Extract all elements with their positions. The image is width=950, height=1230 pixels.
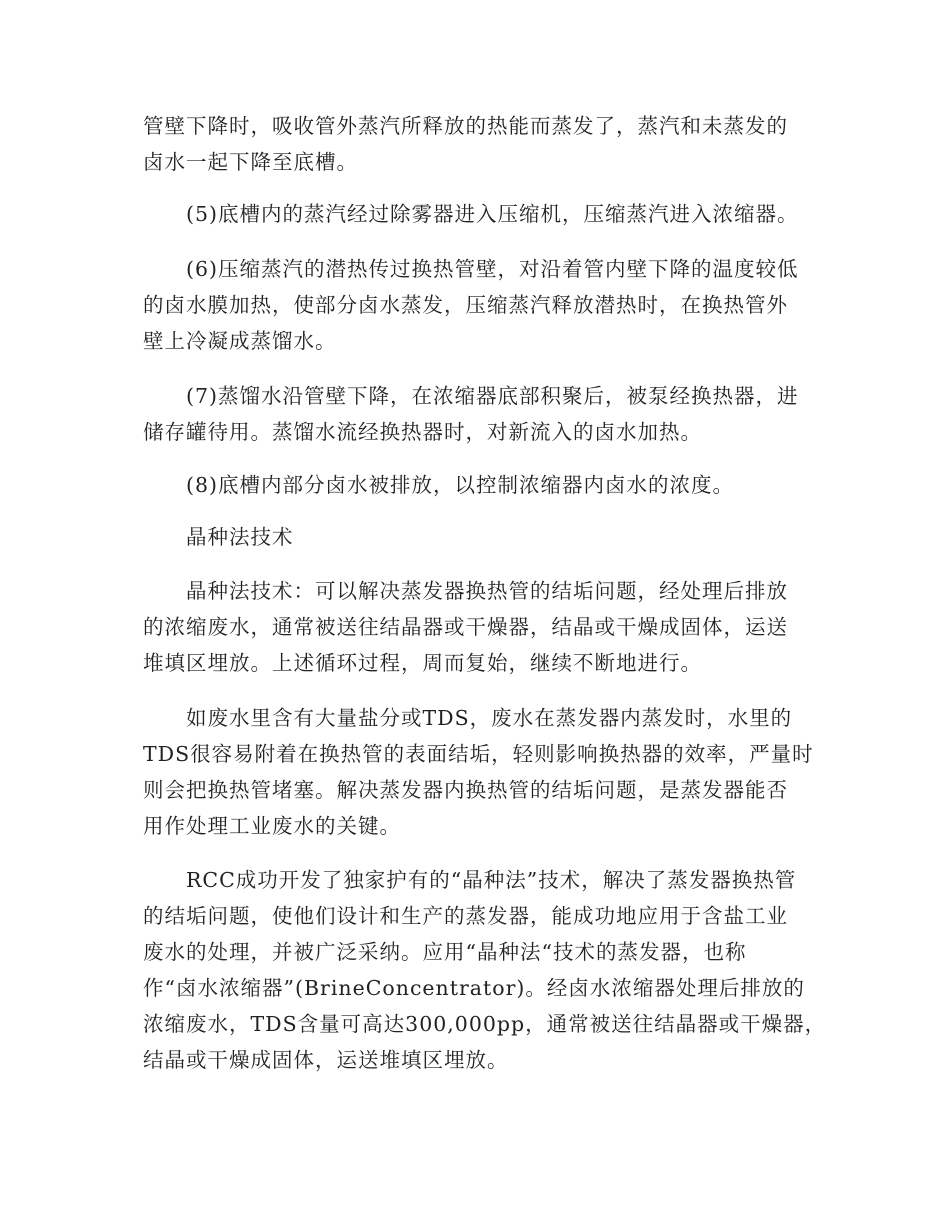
text-line: 的卤水膜加热，使部分卤水蒸发，压缩蒸汽释放潜热时，在换热管外 xyxy=(143,293,788,317)
paragraph-evaporation-continued xyxy=(143,108,809,180)
text-line: 堆填区埋放。上述循环过程，周而复始，继续不断地进行。 xyxy=(143,651,702,675)
text-line: 如废水里含有大量盐分或TDS，废水在蒸发器内蒸发时，水里的 xyxy=(143,706,793,730)
text-line: 管壁下降时，吸收管外蒸汽所释放的热能而蒸发了，蒸汽和未蒸发的 xyxy=(143,114,788,138)
text-line: (5)底槽内的蒸汽经过除雾器进入压缩机，压缩蒸汽进入浓缩器。 xyxy=(143,202,799,226)
paragraph-rcc-brine-concentrator xyxy=(143,862,827,1078)
text-line: 壁上冷凝成蒸馏水。 xyxy=(143,329,337,353)
text-line: 晶种法技术：可以解决蒸发器换热管的结垢问题，经处理后排放 xyxy=(143,579,788,603)
text-line: 废水的处理，并被广泛采纳。应用“晶种法“技术的蒸发器，也称 xyxy=(143,940,747,964)
paragraph-seeding-technique xyxy=(143,573,809,681)
text-line: 用作处理工业废水的关键。 xyxy=(143,814,401,838)
paragraph-step-7 xyxy=(143,378,809,450)
paragraph-step-6 xyxy=(143,251,809,359)
text-line: 的结垢问题，使他们设计和生产的蒸发器，能成功地应用于含盐工业 xyxy=(143,904,788,928)
heading-text: 晶种法技术 xyxy=(143,525,294,549)
text-line: 的浓缩废水，通常被送往结晶器或干燥器，结晶或干燥成固体，运送 xyxy=(143,615,788,639)
text-line: RCC成功开发了独家护有的“晶种法”技术，解决了蒸发器换热管 xyxy=(143,868,797,892)
text-line: 结晶或干燥成固体，运送堆填区埋放。 xyxy=(143,1048,509,1072)
text-line: 作“卤水浓缩器”(BrineConcentrator)。经卤水浓缩器处理后排放的 xyxy=(143,976,805,1000)
text-line: 则会把换热管堵塞。解决蒸发器内换热管的结垢问题，是蒸发器能否 xyxy=(143,778,788,802)
text-line: (7)蒸馏水沿管壁下降，在浓缩器底部积聚后，被泵经换热器，进 xyxy=(143,384,799,408)
text-line: 卤水一起下降至底槽。 xyxy=(143,150,358,174)
text-line: 浓缩废水，TDS含量可高达300,000pp，通常被送往结晶器或干燥器， xyxy=(143,1012,827,1036)
text-line: (8)底槽内部分卤水被排放，以控制浓缩器内卤水的浓度。 xyxy=(143,473,735,497)
paragraph-step-8 xyxy=(143,467,809,503)
paragraph-tds-scaling xyxy=(143,700,814,844)
text-line: 储存罐待用。蒸馏水流经换热器时，对新流入的卤水加热。 xyxy=(143,420,702,444)
section-heading xyxy=(143,519,809,555)
text-line: TDS很容易附着在换热管的表面结垢，轻则影响换热器的效率，严量时 xyxy=(143,742,814,766)
text-line: (6)压缩蒸汽的潜热传过换热管壁，对沿着管内壁下降的温度较低 xyxy=(143,257,799,281)
paragraph-step-5 xyxy=(143,196,809,232)
